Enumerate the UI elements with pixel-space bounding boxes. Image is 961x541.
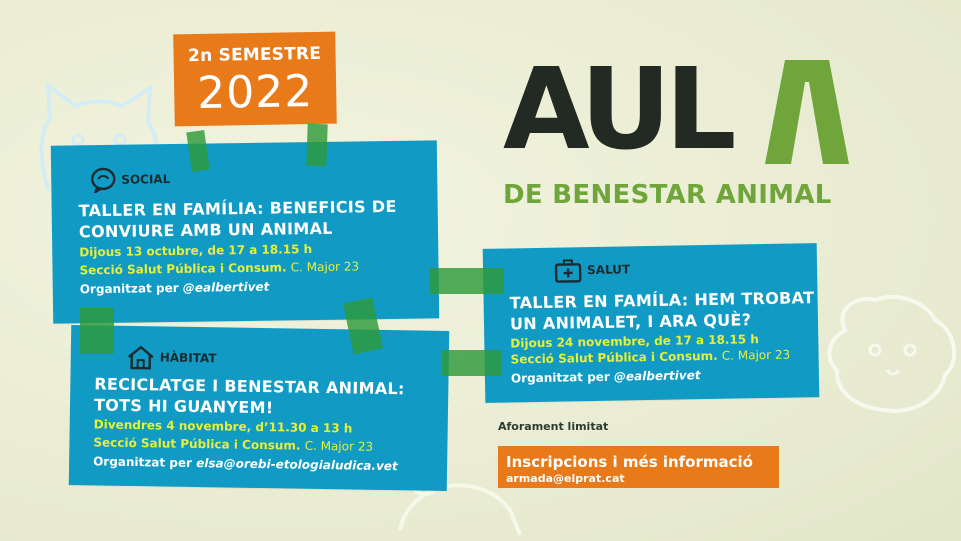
- event-date: Dijous 13 octubre, de 17 a 18.15 h: [79, 242, 313, 260]
- year-label: 2022: [196, 65, 314, 120]
- tape-strip: [80, 308, 114, 354]
- registration-title: Inscripcions i més informació: [506, 453, 753, 471]
- event-card-social: [51, 140, 439, 323]
- tape-strip: [442, 350, 502, 376]
- logo-subtitle: DE BENESTAR ANIMAL: [503, 180, 832, 210]
- event-organizer: Organitzat per @ealbertivet: [79, 279, 270, 297]
- registration-email[interactable]: armada@elprat.cat: [506, 472, 625, 485]
- event-title: TALLER EN FAMÍLA: HEM TROBAT UN ANIMALET, I ARA QUÈ?: [509, 288, 815, 334]
- speech-bubble-icon: [89, 167, 117, 193]
- event-place: Secció Salut Pública i Consum. C. Major 23: [79, 259, 360, 278]
- dog-outline-icon: [815, 290, 961, 420]
- semester-badge: [173, 32, 337, 127]
- event-date: Dijous 24 novembre, de 17 a 18.15 h: [510, 332, 759, 351]
- event-organizer: Organitzat per elsa@orebi-etologialudica.vet: [93, 454, 398, 474]
- event-title: TALLER EN FAMÍLIA: BENEFICIS DE CONVIURE AMB UN ANIMAL: [78, 196, 397, 242]
- event-card-salut: [483, 243, 820, 403]
- house-icon: [126, 344, 156, 370]
- category-label: SOCIAL: [121, 172, 171, 187]
- event-category: [553, 256, 631, 283]
- event-category: [89, 166, 170, 193]
- tape-strip: [430, 268, 504, 294]
- event-date: Divendres 4 novembre, d’11.30 a 13 h: [93, 417, 353, 436]
- first-aid-kit-icon: [553, 257, 583, 284]
- event-organizer: Organitzat per @ealbertivet: [510, 368, 701, 386]
- category-label: SALUT: [586, 262, 631, 278]
- logo-wordmark: AUL: [503, 45, 731, 175]
- event-category: [126, 344, 217, 371]
- event-title: RECICLATGE I BENESTAR ANIMAL: TOTS HI GUANYEM!: [93, 374, 405, 418]
- semester-label: 2n SEMESTRE: [187, 43, 322, 67]
- tape-strip: [306, 124, 327, 167]
- event-card-habitat: [69, 325, 449, 491]
- event-place: Secció Salut Pública i Consum. C. Major 23: [510, 347, 791, 367]
- event-place: Secció Salut Pública i Consum. C. Major 23: [93, 435, 374, 454]
- logo-a-shape: [757, 56, 853, 166]
- registration-box: [498, 446, 779, 488]
- capacity-note: Aforament limitat: [498, 420, 609, 433]
- category-label: HÀBITAT: [159, 350, 217, 366]
